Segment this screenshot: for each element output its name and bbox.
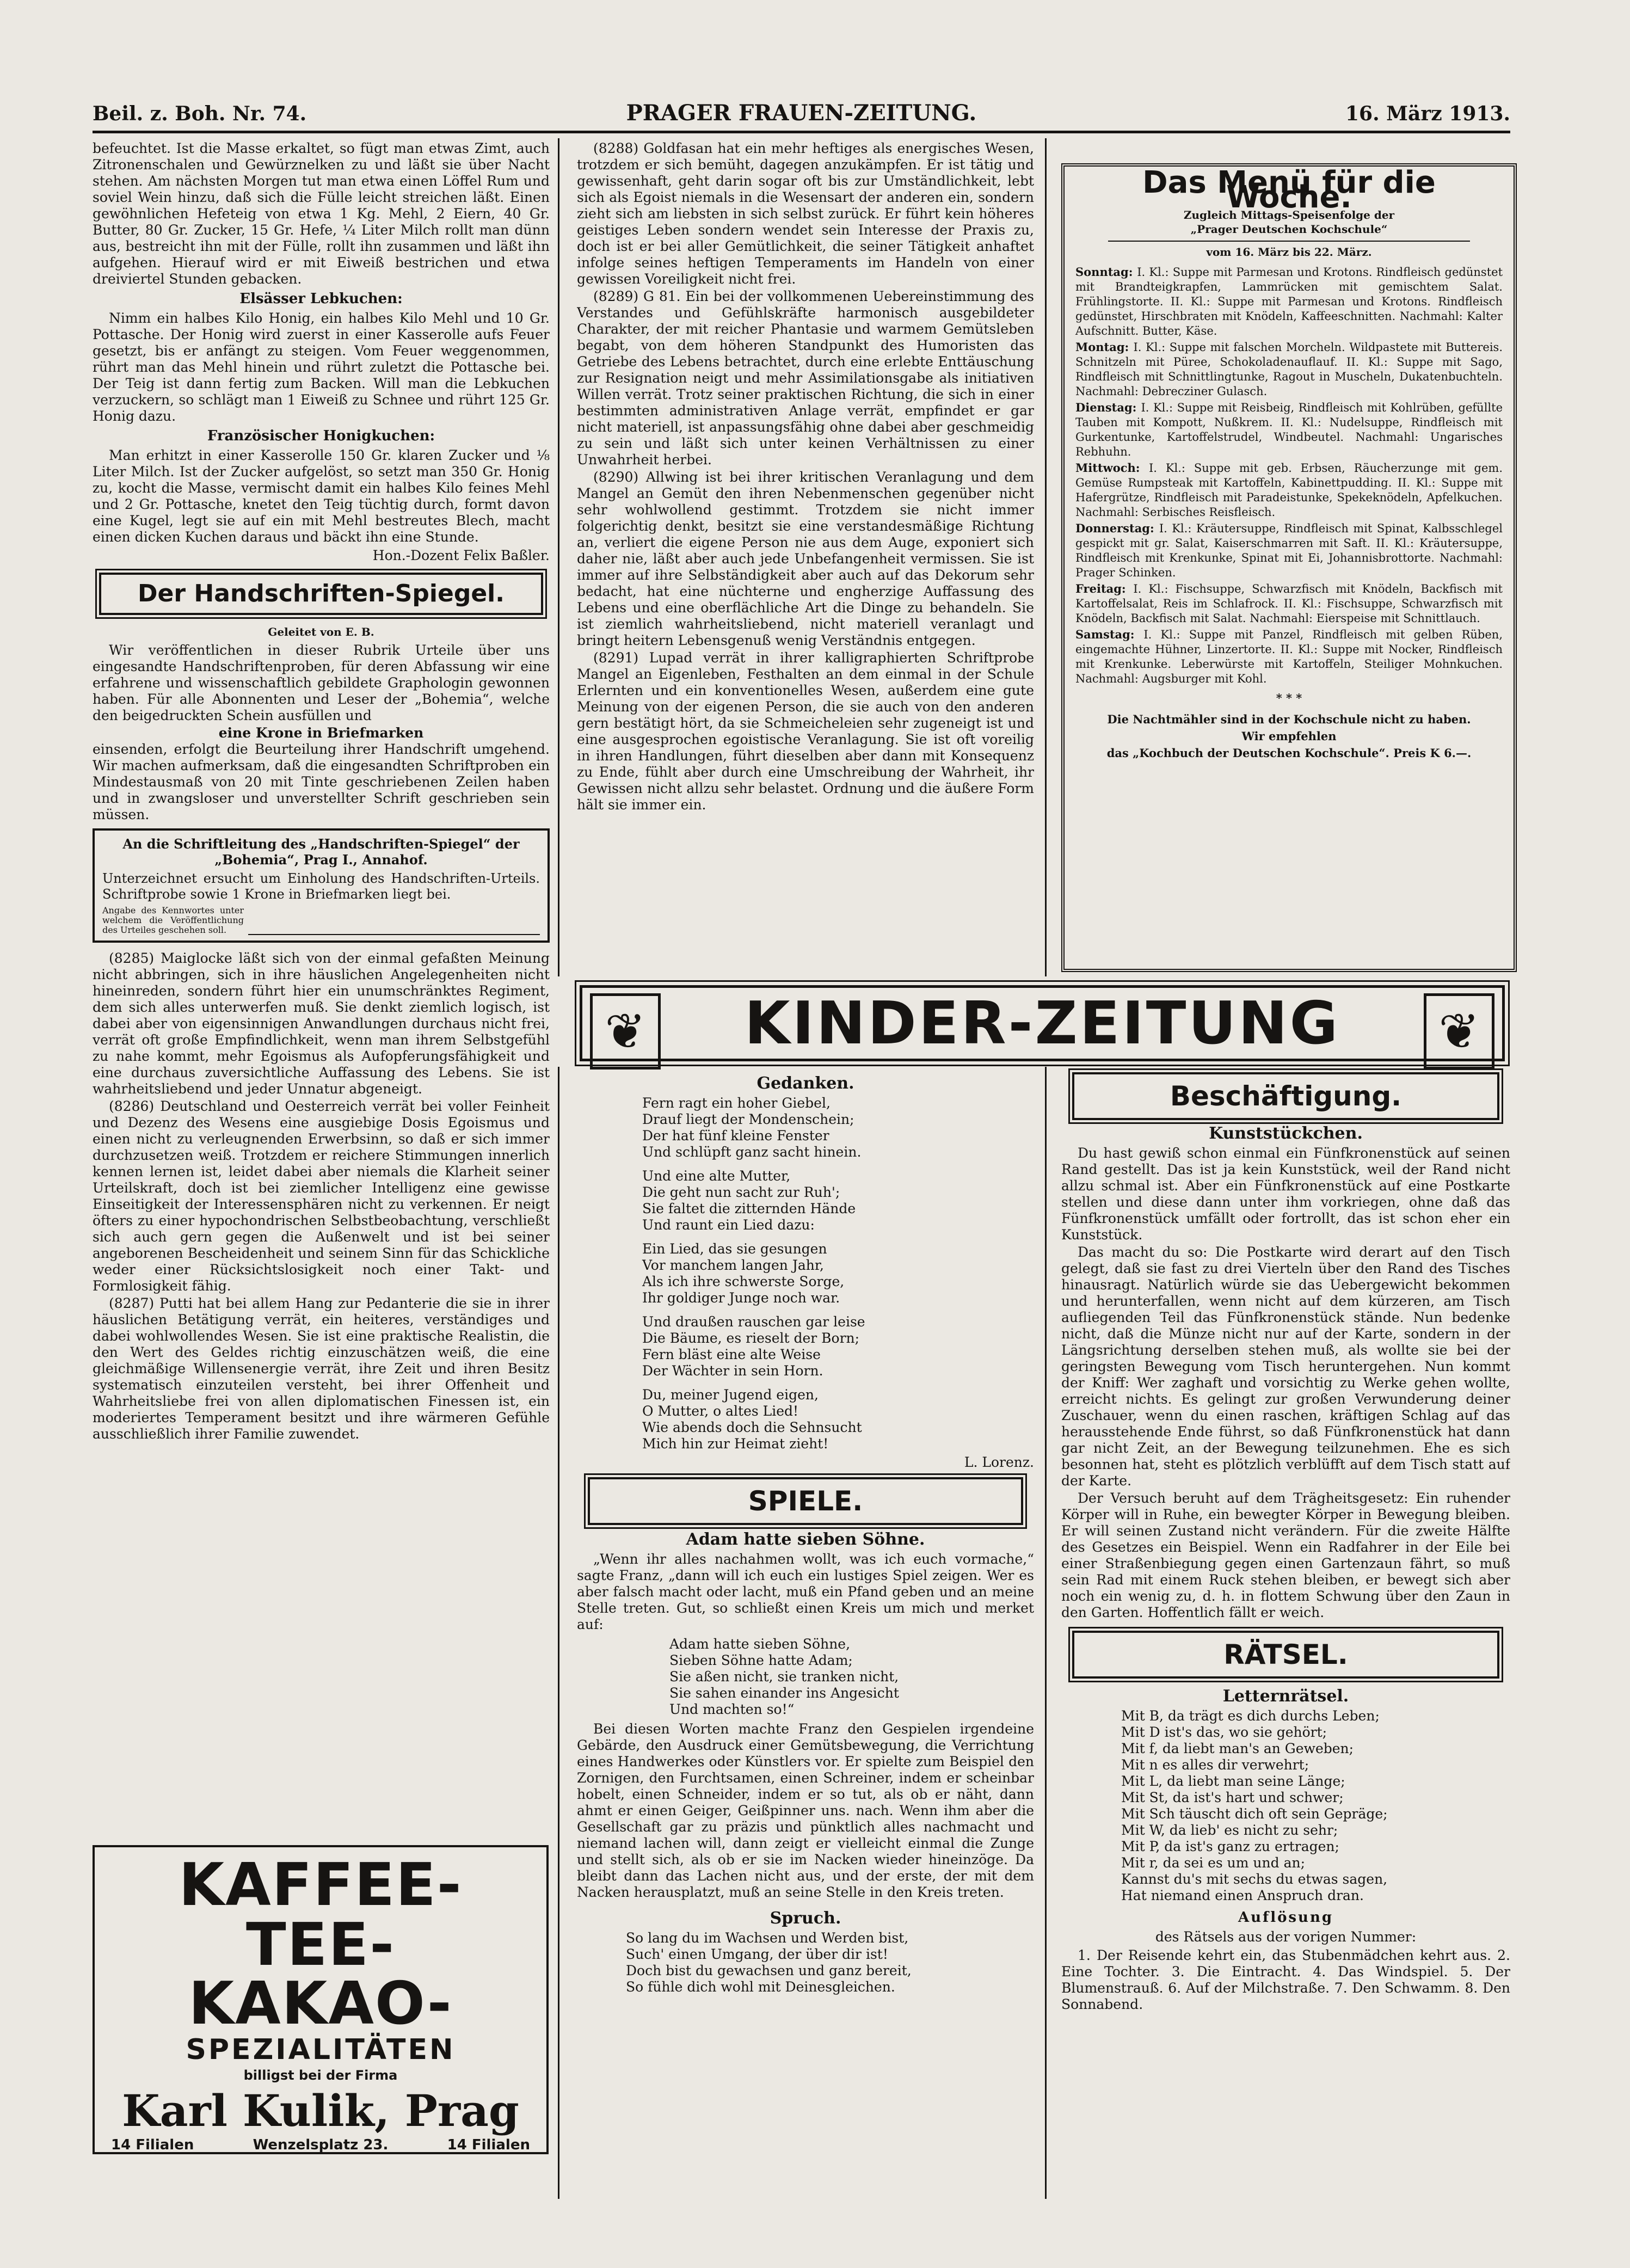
poem-line: Der hat fünf kleine Fenster [642, 1128, 829, 1144]
poem-line [642, 1160, 1034, 1168]
poem-line: Und schlüpft ganz sacht hinein. [642, 1144, 862, 1160]
kinder-zeitung-title: KINDER-ZEITUNG [744, 989, 1340, 1058]
handwriting-entry: (8285) Maiglocke läßt sich von der einmal gefaßten Meinung nicht abbringen, sich in ihre häuslichen Angelegenheiten nicht hineinreden, sondern führt hier ein unumschränktes Regiment, dem sich alles unterwerfen muß. Sie denkt ziemlich logisch, ist dabei aber von eigensinnigen Anwandlungen durchaus nicht frei, verrät oft große Empfindlichkeit, wenn man ihrem Selbstgefühl zu nahe kommt, mehr Egoismus als Aufopferungsfähigkeit und eine durchaus zuversichtliche Auffassung des Lebens. Sie ist wahrheitsliebend und jeder Unnatur abgeneigt. [93, 950, 550, 1097]
coffee-advertisement [93, 1845, 549, 2154]
ad-line-cocoa: KAKAO- [188, 1970, 453, 2038]
riddle-line: Kannst du's mit sechs du etwas sagen, [1121, 1871, 1388, 1887]
poem-line: Drauf liegt der Mondenschein; [642, 1111, 854, 1127]
menu-day-name: Samstag: [1075, 628, 1144, 641]
poem-line: Als ich ihre schwerste Sorge, [642, 1274, 845, 1289]
menu-day-dishes: I. Kl.: Fischsuppe, Schwarzfisch mit Knödeln, Backfisch mit Kartoffelsalat, Reis im Schlafrock. II. Kl.: Fischsuppe, Schwarzfisch mit Knödeln, Backfisch mit Salat. Nachmahl: Eierspeise mit Schnittlauch. [1075, 582, 1503, 625]
riddle-heading: RÄTSEL. [1072, 1631, 1499, 1679]
newspaper-title: PRAGER FRAUEN-ZEITUNG. [626, 100, 977, 126]
recipe-title: Französischer Honigkuchen: [207, 428, 435, 444]
saying-line: Such' einen Umgang, der über dir ist! [626, 1946, 888, 1962]
handwriting-section-title: Der Handschriften-Spiegel. [99, 573, 543, 615]
poem-line: Der Wächter in sein Horn. [642, 1363, 823, 1379]
handwriting-entry: (8291) Lupad verrät in ihrer kalligraphierten Schriftprobe Mangel an Eigenleben, Festhalten an dem einmal in der Schule Erlernten und ein konventionelles Wesen, außerdem eine gute Meinung von der eigenen Person, die sie auch von den anderen gern bestätigt hört, da sie Schmeicheleien sehr zugeneigt ist und eine ausgesprochen egoistische Veranlagung. Sie ist oft voreilig in ihren Handlungen, führt dieselben aber dann mit Konsequenz zu Ende, fühlt aber durch eine Umschreibung der Wahrheit, ihr Gewissen nicht allzu sehr belastet. Ordnung und die äußere Form hält sie immer ein. [577, 650, 1034, 813]
ad-branches: 14 Filialen [111, 2137, 194, 2153]
ad-line-tea: TEE- [245, 1911, 396, 1979]
menu-recommend: Wir empfehlen [1241, 729, 1337, 743]
ad-company: Karl Kulik, Prag [122, 2085, 519, 2136]
menu-day-dishes: I. Kl.: Suppe mit Panzel, Rindfleisch mit gelben Rüben, eingemachte Hühner, Linzertorte. II. Kl.: Suppe mit Nocker, Rindfleisch mit Krenkunke. Leberwürste mit Kartoffeln, Steiliger Mohnkuchen. Nachmahl: Augsburger mit Kohl. [1075, 628, 1503, 685]
coupon-keyword-field[interactable] [102, 906, 540, 935]
verse-line: Sie aßen nicht, sie tranken nicht, [669, 1669, 899, 1685]
poem-line: Die geht nun sacht zur Ruh'; [642, 1184, 840, 1200]
handwriting-entry: (8288) Goldfasan hat ein mehr heftiges als energisches Wesen, trotzdem er sich bemüht, dagegen anzukämpfen. Er ist tätig und gewissenhaft, geht darin sogar oft bis zur Umständlichkeit, lebt sich als Egoist niemals in die Wesensart der anderen ein, sondern zieht sich am liebsten in sich selbst zurück. Er führt kein höheres geistiges Leben sondern wendet sein Interesse der Praxis zu, doch ist er bei aller Gemütlichkeit, die seiner Tätigkeit anhaftet infolge seines heftigen Temperaments im Handeln von einer gewissen Voreiligkeit nicht frei. [577, 140, 1034, 287]
ad-branches: 14 Filialen [447, 2137, 530, 2153]
game-text: Bei diesen Worten machte Franz den Gespielen irgendeine Gebärde, den Ausdruck einer Gemütsbewegung, die Verrichtung eines Handwerkes oder Künstlers vor. Er spielte zum Beispiel den Zornigen, den Furchtsamen, einen Schreiner, indem er scheinbar hobelt, einen Schneider, indem er so tut, als ob er näht, dann ahmt er einen Geiger, Geißpinner uns. nach. Wenn ihm aber die Gesellschaft gar zu präzis und pünktlich alles nachmacht und niemand lachen will, dann zeigt er vielleicht einmal die Zunge und stellt sich, als ob er sie im Nacken wieder hineinzöge. Da bleibt dann das Lachen nicht aus, und der erste, der mit dem Nacken herausplatzt, muß an seine Stelle in den Kreis treten. [577, 1721, 1034, 1900]
ad-footer [95, 2137, 546, 2153]
recipe-text: Nimm ein halbes Kilo Honig, ein halbes Kilo Mehl und 10 Gr. Pottasche. Der Honig wird zuerst in einer Kasserolle aufs Feuer gesetzt, bis er anfängt zu steigen. Vom Feuer weggenommen, rührt man das Mehl hinein und rührt zuletzt die Pottasche bei. Der Teig ist dann fertig zum Backen. Will man die Lebkuchen verzuckern, so schlägt man 1 Eiweiß zu Schnee und rührt 125 Gr. Honig dazu. [93, 310, 550, 424]
saying-line: Doch bist du gewachsen und ganz bereit, [626, 1963, 912, 1978]
handwriting-intro: Wir veröffentlichen in dieser Rubrik Urteile über uns eingesandte Handschriftenproben, für deren Abfassung wir eine erfahrene und wissenschaftlich gebildete Graphologin gewonnen haben. Für alle Abonnenten und Leser der „Bohemia“, welche den beigedruckten Schein ausfüllen und [93, 642, 550, 723]
saying-line: So fühle dich wohl mit Deinesgleichen. [626, 1979, 895, 1995]
menu-ornament: * * * [1276, 691, 1302, 705]
game-verse [577, 1636, 1034, 1718]
game-text: „Wenn ihr alles nachahmen wollt, was ich euch vormache,“ sagte Franz, „dann will ich euch ein lustiges Spiel zeigen. Wer es aber falsch macht oder lacht, muß ein Pfand geben und an meine Stelle treten. Gut, so schließt einen Kreis um mich und merket auf: [577, 1551, 1034, 1632]
menu-day-dishes: I. Kl.: Suppe mit Parmesan und Krotons. Rindfleisch gedünstet mit Brandteigkrapfen, Lammrücken mit gemischtem Salat. Frühlingstorte. II. Kl.: Suppe mit Parmesan und Krotons. Rindfleisch gedünstet, Hirschbraten mit Knödeln, Kaffeeschnitten. Nachmahl: Kalter Aufschnitt. Butter, Käse. [1075, 266, 1503, 337]
handwriting-entry: (8287) Putti hat bei allem Hang zur Pedanterie die sie in ihrer häuslichen Betätigung verrät, ein heiteres, verständiges und dabei wohlwollendes Wesen. Sie ist eine praktische Realistin, die den Wert des Geldes richtig einzuschätzen weiß, die eine gleichmäßige Willensenergie verrät, ihre Zeit und ihren Besitz systematisch einzuteilen versteht, bei ihrer Offenheit und Wahrheitsliebe frei von allen diplomatischen Finessen ist, ein moderiertes Temperament besitzt und ihre wärmeren Gefühle ausschließlich ihrer Familie zuwendet. [93, 1295, 550, 1442]
handwriting-entry: (8286) Deutschland und Oesterreich verrät bei voller Feinheit und Dezenz des Wesens eine ausgiebige Dosis Egoismus und einen nicht zu verleugnenden Erwerbsinn, so daß er sich immer durchzusetzen weiß. Trotzdem er reichere Stimmungen innerlich kennen lernen ist, leidet dabei aber niemals die Klarheit seiner Urteilskraft, doch ist bei ziemlicher Intelligenz eine gewisse Einseitigkeit der Interessensphären nicht zu verkennen. Er neigt öfters zu einer hypochondrischen Selbstbeobachtung, verschließt sich auch gern gegen die Außenwelt und ist bei seiner angeborenen Bescheidenheit und seinem Sinn für das Schickliche weder einer Rücksichtslosigkeit noch einer Takt- und Formlosigkeit fähig. [93, 1098, 550, 1294]
poem-line: O Mutter, o altes Lied! [642, 1403, 799, 1419]
saying [577, 1930, 1034, 1995]
poem-line: Wie abends doch die Sehnsucht [642, 1419, 862, 1435]
section-editor: Geleitet von E. B. [268, 625, 374, 638]
menu-subtitle: Zugleich Mittags-Speisenfolge der [1183, 208, 1395, 222]
solution-subtitle: des Rätsels aus der vorigen Nummer: [1155, 1929, 1417, 1945]
column-rule [1045, 138, 1047, 976]
riddle-line: Mit B, da trägt es dich durchs Leben; [1121, 1708, 1380, 1724]
menu-day-dishes: I. Kl.: Kräutersuppe, Rindfleisch mit Spinat, Kalbsschlegel gespickt mit gr. Salat, Kaiserschmarren mit Saft. II. Kl.: Kräutersuppe, Rindfleisch mit Krenkunke, Spinat mit Ei, Johannisbrottorte. Nachmahl: Prager Schinken. [1075, 522, 1503, 579]
coupon-address: An die Schriftleitung des „Handschriften-Spiegel“ der „Bohemia“, Prag I., Annahof. [122, 836, 520, 868]
issue-number: Beil. z. Boh. Nr. 74. [93, 102, 307, 125]
kinder-zeitung-banner [580, 985, 1505, 1061]
game-title: Adam hatte sieben Söhne. [686, 1530, 925, 1549]
poem-line: Mich hin zur Heimat zieht! [642, 1436, 829, 1452]
verse-line: Und machten so!“ [669, 1701, 795, 1717]
column-left [93, 140, 550, 1833]
poem-line [642, 1379, 1034, 1387]
menu-day [1075, 265, 1503, 339]
riddle-line: Mit D ist's das, wo sie gehört; [1121, 1724, 1327, 1740]
poem [577, 1095, 1034, 1452]
menu-day [1075, 521, 1503, 580]
menu-school: „Prager Deutschen Kochschule“ [1190, 223, 1388, 236]
menu-day-dishes: I. Kl.: Suppe mit Reisbeig, Rindfleisch mit Kohlrüben, gefüllte Tauben mit Kompott, Nußkrem. II. Kl.: Nudelsuppe, Rindfleisch mit Gurkentunke, Kartoffelstrudel, Windbeutel. Nachmahl: Ungarisches Rebhuhn. [1075, 401, 1503, 458]
menu-day [1075, 627, 1503, 686]
handwriting-intro-cont: einsenden, erfolgt die Beurteilung ihrer Handschrift umgehend. Wir machen aufmerksam, daß die eingesandten Schriftproben ein Mindestausmaß von 20 mit Tinte geschriebenen Zeilen haben und in zwangsloser und unverstellter Schrift geschrieben sein müssen. [93, 741, 550, 822]
ad-subline: billigst bei der Firma [243, 2068, 398, 2083]
menu-day-name: Montag: [1075, 340, 1134, 354]
poem-author: L. Lorenz. [964, 1454, 1034, 1470]
weekly-menu-box [1061, 163, 1517, 972]
coupon-text: Unterzeichnet ersucht um Einholung des Handschriften-Urteils. Schriftprobe sowie 1 Krone in Briefmarken liegt bei. [102, 871, 540, 902]
kinder-column-middle [577, 1072, 1034, 2193]
kinder-column-right [1061, 1067, 1510, 2193]
coupon-keyword-label: Angabe des Kennwortes unter welchem die Veröffentlichung des Urteiles geschehen soll. [102, 905, 244, 935]
trick-title: Kunststückchen. [1209, 1124, 1363, 1143]
riddle-line: Mit f, da liebt man's an Geweben; [1121, 1741, 1354, 1756]
recipe-continuation: befeuchtet. Ist die Masse erkaltet, so fügt man etwas Zimt, auch Zitronenschalen und Gewürznelken zu und läßt sie über Nacht stehen. Am nächsten Morgen tut man etwa einen Löffel Rum und soviel Wein hinzu, daß sich die Fülle leicht streichen läßt. Einen gewöhnlichen Hefeteig von etwa 1 Kg. Mehl, 2 Eiern, 40 Gr. Butter, 80 Gr. Zucker, 15 Gr. Hefe, ¼ Liter Milch rollt man dünn aus, bestreicht ihn mit der Fülle, rollt ihn zusammen und läßt ihn aufgehen. Hierauf wird er mit Eiweiß bestrichen und etwa dreiviertel Stunden gebacken. [93, 140, 550, 287]
poem-line: Fern bläst eine alte Weise [642, 1347, 821, 1362]
poem-line: Ein Lied, das sie gesungen [642, 1241, 827, 1257]
coupon-form[interactable] [93, 828, 550, 943]
poem-line: Die Bäume, es rieselt der Born; [642, 1330, 860, 1346]
menu-day-dishes: I. Kl.: Suppe mit geb. Erbsen, Räucherzunge mit gem. Gemüse Rumpsteak mit Kartoffeln, Kabinettpudding. II. Kl.: Suppe mit Hafergrütze, Rindfleisch mit Paradeistunke, Spekeknödeln, Apfelkuchen. Nachmahl: Serbisches Reisfleisch. [1075, 462, 1503, 519]
menu-note: Die Nachtmähler sind in der Kochschule nicht zu haben. [1107, 712, 1471, 726]
column-rule [558, 138, 559, 976]
riddle-line: Mit W, da lieb' es nicht zu sehr; [1121, 1822, 1338, 1838]
menu-date: vom 16. März bis 22. März. [1108, 241, 1470, 259]
riddle-line: Mit Sch täuscht dich oft sein Gepräge; [1121, 1806, 1388, 1822]
menu-day [1075, 460, 1503, 520]
solution-text: 1. Der Reisende kehrt ein, das Stubenmädchen kehrt aus. 2. Eine Tochter. 3. Die Eintracht. 4. Das Windspiel. 5. Der Blumenstrauß. 6. Auf der Milchstraße. 7. Den Schwamm. 8. Den Sonnabend. [1061, 1947, 1510, 2012]
saying-line: So lang du im Wachsen und Werden bist, [626, 1930, 909, 1946]
ad-address: Wenzelsplatz 23. [253, 2137, 389, 2153]
menu-day [1075, 400, 1503, 459]
menu-title: Das Menü für die Woche. [1142, 165, 1436, 215]
recipe-text: Man erhitzt in einer Kasserolle 150 Gr. klaren Zucker und ⅛ Liter Milch. Ist der Zucker aufgelöst, so setzt man 350 Gr. Honig zu, kocht die Masse, vermischt damit ein halbes Kilo feines Mehl und 2 Gr. Pottasche, knetet den Teig tüchtig durch, formt davon eine Kugel, legt sie auf ein mit Mehl bestreutes Blech, macht einen dicken Kuchen daraus und bäckt ihn eine Stunde. [93, 447, 550, 545]
fee-note: eine Krone in Briefmarken [218, 725, 424, 741]
author-signature: Hon.-Dozent Felix Baßler. [372, 548, 550, 563]
menu-day-name: Mittwoch: [1075, 461, 1149, 475]
flower-ornament-icon: ❦ [590, 993, 661, 1070]
menu-day-name: Donnerstag: [1075, 521, 1159, 535]
verse-line: Sieben Söhne hatte Adam; [669, 1652, 853, 1668]
poem-line: Ihr goldiger Junge noch war. [642, 1290, 840, 1306]
handwriting-entry: (8289) G 81. Ein bei der vollkommenen Uebereinstimmung des Verstandes und Gefühlskräfte harmonisch ausgebildeter Charakter, der mit reicher Phantasie und warmem Gemütsleben begabt, von dem höheren Standpunkt des Humoristen das Getriebe des Lebens betrachtet, durch eine erlebte Enttäuschung zur Resignation neigt und mehr Assimilationsgabe als initiativen Willen verrät. Trotz seiner praktischen Richtung, die sich in einer bestimmten administrativen Anlage verrät, empfindet er gar nicht materiell, ist anpassungsfähig ohne dabei aber geschmeidig zu sein und läßt sich unter keinen Verhältnissen zu einer Unwahrheit herbei. [577, 288, 1034, 468]
verse-line: Adam hatte sieben Söhne, [669, 1636, 851, 1652]
menu-day-dishes: I. Kl.: Suppe mit falschen Morcheln. Wildpastete mit Buttereis. Schnitzeln mit Püree, Schokoladenauflauf. II. Kl.: Suppe mit Sago, Rindfleisch mit Schnittlingtunke, Ragout in Muscheln, Dukatenbuchteln. Nachmahl: Debrecziner Gulasch. [1075, 341, 1503, 398]
poem-line: Sie faltet die zitternden Hände [642, 1201, 856, 1216]
menu-day [1075, 340, 1503, 399]
riddle-line: Mit St, da ist's hart und schwer; [1121, 1790, 1344, 1805]
menu-day-name: Freitag: [1075, 582, 1134, 595]
activity-heading: Beschäftigung. [1072, 1072, 1499, 1120]
poem-line: Und draußen rauschen gar leise [642, 1314, 865, 1330]
trick-text: Der Versuch beruht auf dem Trägheitsgesetz: Ein ruhender Körper will in Ruhe, ein bewegter Körper in Bewegung bleiben. Er will seinen Zustand nicht verändern. Für die zweite Hälfte des Gesetzes ein Beispiel. Wenn ein Radfahrer in der Eile bei einer Straßenbiegung gegen einen Gartenzaun fährt, so muß sein Rad mit einem Ruck stehen bleiben, er bewegt sich aber noch ein wenig zu, d. h. in flottem Schwung über den Zaun in den Garten. Hoffentlich fällt er weich. [1061, 1490, 1510, 1620]
menu-day-name: Dienstag: [1075, 401, 1141, 414]
games-heading: SPIELE. [588, 1477, 1023, 1525]
menu-day-name: Sonntag: [1075, 265, 1137, 279]
riddle-line: Mit P, da ist's ganz zu ertragen; [1121, 1839, 1339, 1854]
saying-title: Spruch. [770, 1909, 841, 1928]
trick-text: Das macht du so: Die Postkarte wird derart auf den Tisch gelegt, daß sie fast zu drei Vierteln über den Rand des Tisches hinausragt. Natürlich würde sie das Uebergewicht bekommen und herunterfallen, wenn nicht auf dem kürzeren, am Tisch aufliegenden Teil das Fünfkronenstück stände. Nun bedenke nicht, daß die Münze nicht nur auf der Karte, sondern in der Längsrichtung derselben stehen muß, als wollte sie bei der geringsten Bewegung vom Tisch heruntergehen. Nun kommt der Kniff: Wer zaghaft und vorsichtig zu Werke gehen wollte, erreicht nichts. Es gelingt zur großen Verwunderung deiner Zuschauer, wenn du einen raschen, kräftigen Schlag auf das herausstehende Ende führst, so daß Fünfkronenstück hat dann gar nicht Zeit, an der Bewegung teilzunehmen. Ehe es sich besonnen hat, steht es plötzlich verblüfft auf dem Tisch statt auf der Karte. [1061, 1244, 1510, 1489]
handwriting-entry: (8290) Allwing ist bei ihrer kritischen Veranlagung und dem Mangel an Gemüt den ihren Nebenmenschen gegenüber nicht sehr wohlwollend gestimmt. Trotzdem sie nicht immer folgerichtig denkt, besitzt sie eine verstandesmäßige Richtung an, verliert die eigene Person nie aus dem Auge, exponiert sich daher nie, läßt aber auch jede Unbefangenheit vermissen. Sie ist immer auf ihre Selbständigkeit aber auch auf das Dekorum sehr bedacht, hat eine nüchterne und engherzige Auffassung des Lebens und eine oberflächliche Art die Dinge zu behandeln. Sie ist ziemlich wahrheitsliebend, nicht materiell veranlagt und bringt heitern Lebensgenuß wenig Verständnis entgegen. [577, 469, 1034, 648]
issue-date: 16. März 1913. [1345, 102, 1510, 125]
poem-line: Du, meiner Jugend eigen, [642, 1387, 819, 1403]
poem-line: Vor manchem langen Jahr, [642, 1257, 824, 1273]
menu-days [1075, 265, 1503, 686]
riddle-line: Mit n es alles dir verwehrt; [1121, 1757, 1309, 1773]
poem-line: Fern ragt ein hoher Giebel, [642, 1095, 831, 1111]
menu-cookbook: das „Kochbuch der Deutschen Kochschule“. Preis K 6.—. [1106, 746, 1472, 760]
riddle-line: Mit L, da liebt man seine Länge; [1121, 1773, 1345, 1789]
newspaper-page [93, 93, 1510, 2199]
riddle-line: Mit r, da sei es um und an; [1121, 1855, 1306, 1871]
ad-specialties: SPEZIALITÄTEN [186, 2033, 456, 2066]
flower-ornament-icon: ❦ [1424, 993, 1494, 1070]
poem-line [642, 1233, 1034, 1241]
riddle-line: Hat niemand einen Anspruch dran. [1121, 1888, 1364, 1903]
trick-text: Du hast gewiß schon einmal ein Fünfkronenstück auf seinen Rand gestellt. Das ist ja kein Kunststück, weil der Rand nicht allzu schmal ist. Aber ein Fünfkronenstück auf eine Postkarte stellen und diese dann unter ihm vorkriegen, ohne daß das Fünfkronenstück umfällt oder fortrollt, das ist schon eher ein Kunststück. [1061, 1145, 1510, 1243]
poem-line: Und raunt ein Lied dazu: [642, 1217, 815, 1233]
verse-line: Sie sahen einander ins Angesicht [669, 1685, 899, 1701]
solution-title: Auflösung [1238, 1909, 1334, 1926]
poem-line [642, 1306, 1034, 1314]
page-header [93, 93, 1510, 133]
menu-day [1075, 581, 1503, 626]
column-rule [1045, 1067, 1047, 2199]
poem-line: Und eine alte Mutter, [642, 1168, 791, 1184]
ad-line-coffee: KAFFEE- [179, 1851, 463, 1919]
riddle [1061, 1708, 1510, 1904]
column-middle [577, 140, 1034, 973]
riddle-title: Letternrätsel. [1222, 1687, 1349, 1706]
poem-title: Gedanken. [756, 1074, 854, 1093]
recipe-title: Elsässer Lebkuchen: [239, 291, 403, 307]
column-rule [558, 1067, 559, 2199]
